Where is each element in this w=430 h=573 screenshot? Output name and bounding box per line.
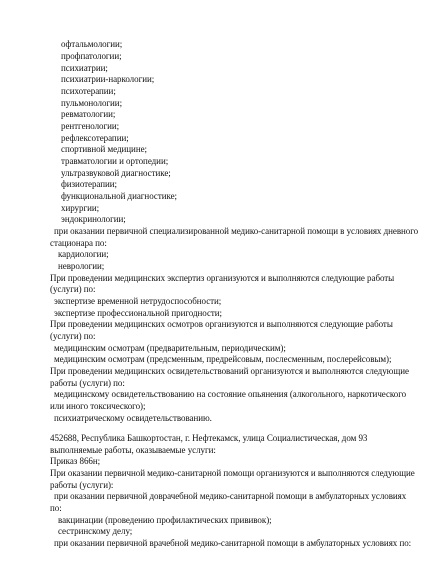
text-line: при оказании первичной врачебной медико-санитарной помощи в амбулаторных условиях по: <box>54 538 412 548</box>
text-line: 452688, Республика Башкортостан, г. Нефтекамск, улица Социалистическая, дом 93 <box>50 433 368 443</box>
text-line: (услуги) по: <box>50 284 96 294</box>
text-line: физиотерапии; <box>61 179 118 189</box>
text-line: рентгенологии; <box>61 121 120 131</box>
text-line: хирургии; <box>61 203 100 213</box>
text-line: психиатрии-наркологии; <box>61 74 155 84</box>
text-line: работы (услуги) по: <box>50 378 125 388</box>
text-line: медицинскому освидетельствованию на состояние опьянения (алкогольного, наркотического <box>54 389 407 399</box>
text-line: При проведении медицинских освидетельствований организуются и выполняются следующие <box>50 366 409 376</box>
text-line: по: <box>50 503 62 513</box>
text-line: спортивной медицине; <box>61 144 147 154</box>
text-line: работы (услуги): <box>50 480 114 490</box>
text-line: ультразвуковой диагностике; <box>61 168 171 178</box>
text-line: кардиологии; <box>58 249 109 259</box>
text-line: функциональной диагностике; <box>61 191 177 201</box>
text-line: психотерапии; <box>61 86 116 96</box>
text-line: пульмонологии; <box>61 98 123 108</box>
text-line: психиатрии; <box>61 63 108 73</box>
text-line: сестринскому делу; <box>58 526 133 536</box>
text-line: При проведении медицинских экспертиз организуются и выполняются следующие работы <box>50 273 395 283</box>
text-line: стационара по: <box>50 238 107 248</box>
text-line: психиатрическому освидетельствованию. <box>54 413 212 423</box>
text-line: экспертизе профессиональной пригодности; <box>54 308 222 318</box>
text-line: (услуги) по: <box>50 331 96 341</box>
text-line: профпатологии; <box>61 51 122 61</box>
text-line: ревматологии; <box>61 109 116 119</box>
text-line: эндокринологии; <box>61 214 126 224</box>
text-line: рефлексотерапии; <box>61 133 129 143</box>
text-line: при оказании первичной доврачебной медико-санитарной помощи в амбулаторных условиях <box>54 491 407 501</box>
text-line: неврологии; <box>58 261 105 271</box>
text-line: вакцинации (проведению профилактических прививок); <box>58 515 272 525</box>
text-line: при оказании первичной специализированной медико-санитарной помощи в условиях дневного <box>54 226 419 236</box>
text-line: При оказании первичной медико-санитарной помощи организуются и выполняются следующие <box>50 468 415 478</box>
text-line: офтальмологии; <box>61 39 123 49</box>
text-line: медицинским осмотрам (предсменным, предрейсовым, послесменным, послерейсовым); <box>54 354 392 364</box>
text-line: или иного токсического); <box>50 401 146 411</box>
text-line: Приказ 866н; <box>50 456 101 466</box>
text-line: экспертизе временной нетрудоспособности; <box>54 296 222 306</box>
text-line: выполняемые работы, оказываемые услуги: <box>50 445 216 455</box>
text-line: При проведении медицинских осмотров организуются и выполняются следующие работы <box>50 319 393 329</box>
text-line: травматологии и ортопедии; <box>61 156 169 166</box>
text-line: медицинским осмотрам (предварительным, периодическим); <box>54 343 286 353</box>
